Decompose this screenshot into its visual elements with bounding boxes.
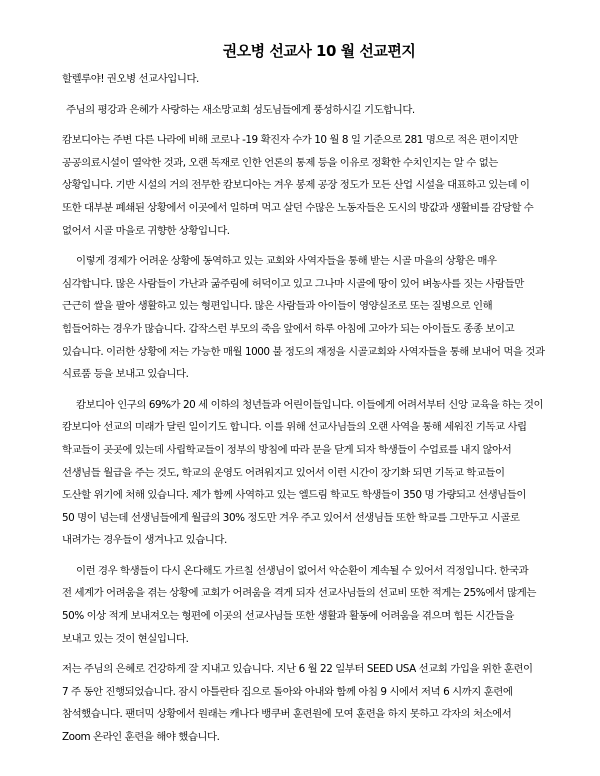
text-line: 7 주 동안 진행되었습니다. 잠시 아틀란타 집으로 돌아와 아내와 함께 아침 9 시에서 저녁 6 시까지 훈련에 xyxy=(62,685,513,698)
text-line: 보내고 있는 것이 현실입니다. xyxy=(62,632,189,645)
text-line: Zoom 온라인 훈련을 해야 했습니다. xyxy=(62,731,220,744)
text-line: 캄보디아는 주변 다른 나라에 비해 코로나 -19 확진자 수가 10 월 8 일 기준으로 281 명으로 적은 편이지만 xyxy=(62,134,518,147)
paragraph xyxy=(62,68,576,91)
letter-body xyxy=(62,68,576,749)
text-line: 또한 대부분 폐쇄된 상황에서 이곳에서 일하며 먹고 살던 수많은 노동자들은 도시의 방값과 생활비를 감당할 수 xyxy=(62,201,534,214)
text-line: 캄보디아 인구의 69%가 20 세 이하의 청년들과 어린이들입니다. 이들에게 어려서부터 신앙 교육을 하는 것이 xyxy=(76,398,544,411)
text-line: 도산할 위기에 처해 있습니다. 제가 함께 사역하고 있는 엘드림 학교도 학생들이 350 명 가량되고 선생님들이 xyxy=(62,489,526,502)
text-line: 상황입니다. 기반 시설의 거의 전무한 캄보디아는 겨우 봉제 공장 정도가 모든 산업 시설을 대표하고 있는데 이 xyxy=(62,179,530,192)
text-line: 이런 경우 학생들이 다시 온다해도 가르칠 선생님이 없어서 악순환이 계속될 수 있어서 걱정입니다. 한국과 xyxy=(76,564,529,577)
text-line: 없어서 시골 마을로 귀향한 상황입니다. xyxy=(62,224,230,237)
text-line: 50 명이 넘는데 선생님들에게 월급의 30% 정도만 겨우 주고 있어서 선생님들 또한 학교를 그만두고 시골로 xyxy=(62,511,520,524)
text-line: 공공의료시설이 열악한 것과, 오랜 독재로 인한 언론의 통제 등을 이유로 정확한 수치인지는 알 수 없는 xyxy=(62,156,498,169)
letter-title: 권오병 선교사 10 월 선교편지 xyxy=(222,42,416,60)
text-line: 식료품 등을 보내고 있습니다. xyxy=(62,368,189,381)
paragraph xyxy=(62,129,576,242)
text-line: 심각합니다. 많은 사람들이 가난과 굶주림에 허덕이고 있고 그나마 시골에 땅이 있어 벼농사를 짓는 사람들만 xyxy=(62,277,524,290)
text-line: 할렐루야! 권오병 선교사입니다. xyxy=(62,73,199,85)
paragraph xyxy=(62,560,576,650)
text-line: 전 세계가 어려움을 겪는 상황에 교회가 어려움을 격게 되자 선교사님들의 선교비 또한 적게는 25%에서 많게는 xyxy=(62,587,536,600)
paragraph xyxy=(62,250,576,386)
text-line: 저는 주님의 은혜로 건강하게 잘 지내고 있습니다. 지난 6 월 22 일부터 SEED USA 선교회 가입을 위한 훈련이 xyxy=(62,663,533,676)
text-line: 50% 이상 적게 보내져오는 형편에 이곳의 선교사님들 또한 생활과 활동에 어려움을 겪으며 힘든 시간들을 xyxy=(62,610,514,623)
text-line: 있습니다. 이러한 상황에 저는 가능한 매월 1000 불 정도의 재정을 시골교회와 사역자들을 통해 보내어 먹을 것과 xyxy=(62,345,545,358)
text-line: 선생님들 월급을 주는 것도, 학교의 운영도 어려워지고 있어서 이런 시간이 장기화 되면 기독교 학교들이 xyxy=(62,466,505,479)
text-line: 힘들어하는 경우가 많습니다. 갑작스런 부모의 죽음 앞에서 하루 아침에 고아가 되는 아이들도 종종 보이고 xyxy=(62,322,515,335)
paragraph xyxy=(62,394,576,552)
text-line: 주님의 평강과 은혜가 사랑하는 새소망교회 성도님들에게 풍성하시길 기도합니다. xyxy=(66,103,415,116)
paragraph xyxy=(62,658,576,748)
text-line: 참석했습니다. 팬더믹 상황에서 원래는 캐나다 뱅쿠버 훈련원에 모여 훈련을 하지 못하고 각자의 처소에서 xyxy=(62,708,512,721)
text-line: 내려가는 경우들이 생겨나고 있습니다. xyxy=(62,534,227,547)
text-line: 학교들이 곳곳에 있는데 사립학교들이 정부의 방침에 따라 문을 닫게 되자 학생들이 수업료를 내지 않아서 xyxy=(62,443,512,456)
text-line: 근근히 쌀을 팔아 생활하고 있는 형편입니다. 많은 사람들과 아이들이 영양실조로 또는 질병으로 인해 xyxy=(62,300,493,313)
text-line: 캄보디아 선교의 미래가 달린 일이기도 합니다. 이를 위해 선교사님들의 오랜 사역을 통해 세워진 기독교 사립 xyxy=(62,421,527,434)
paragraph xyxy=(62,99,576,122)
text-line: 이렇게 경제가 어려운 상황에 동역하고 있는 교회와 사역자들을 통해 받는 시골 마을의 상황은 매우 xyxy=(76,255,497,268)
